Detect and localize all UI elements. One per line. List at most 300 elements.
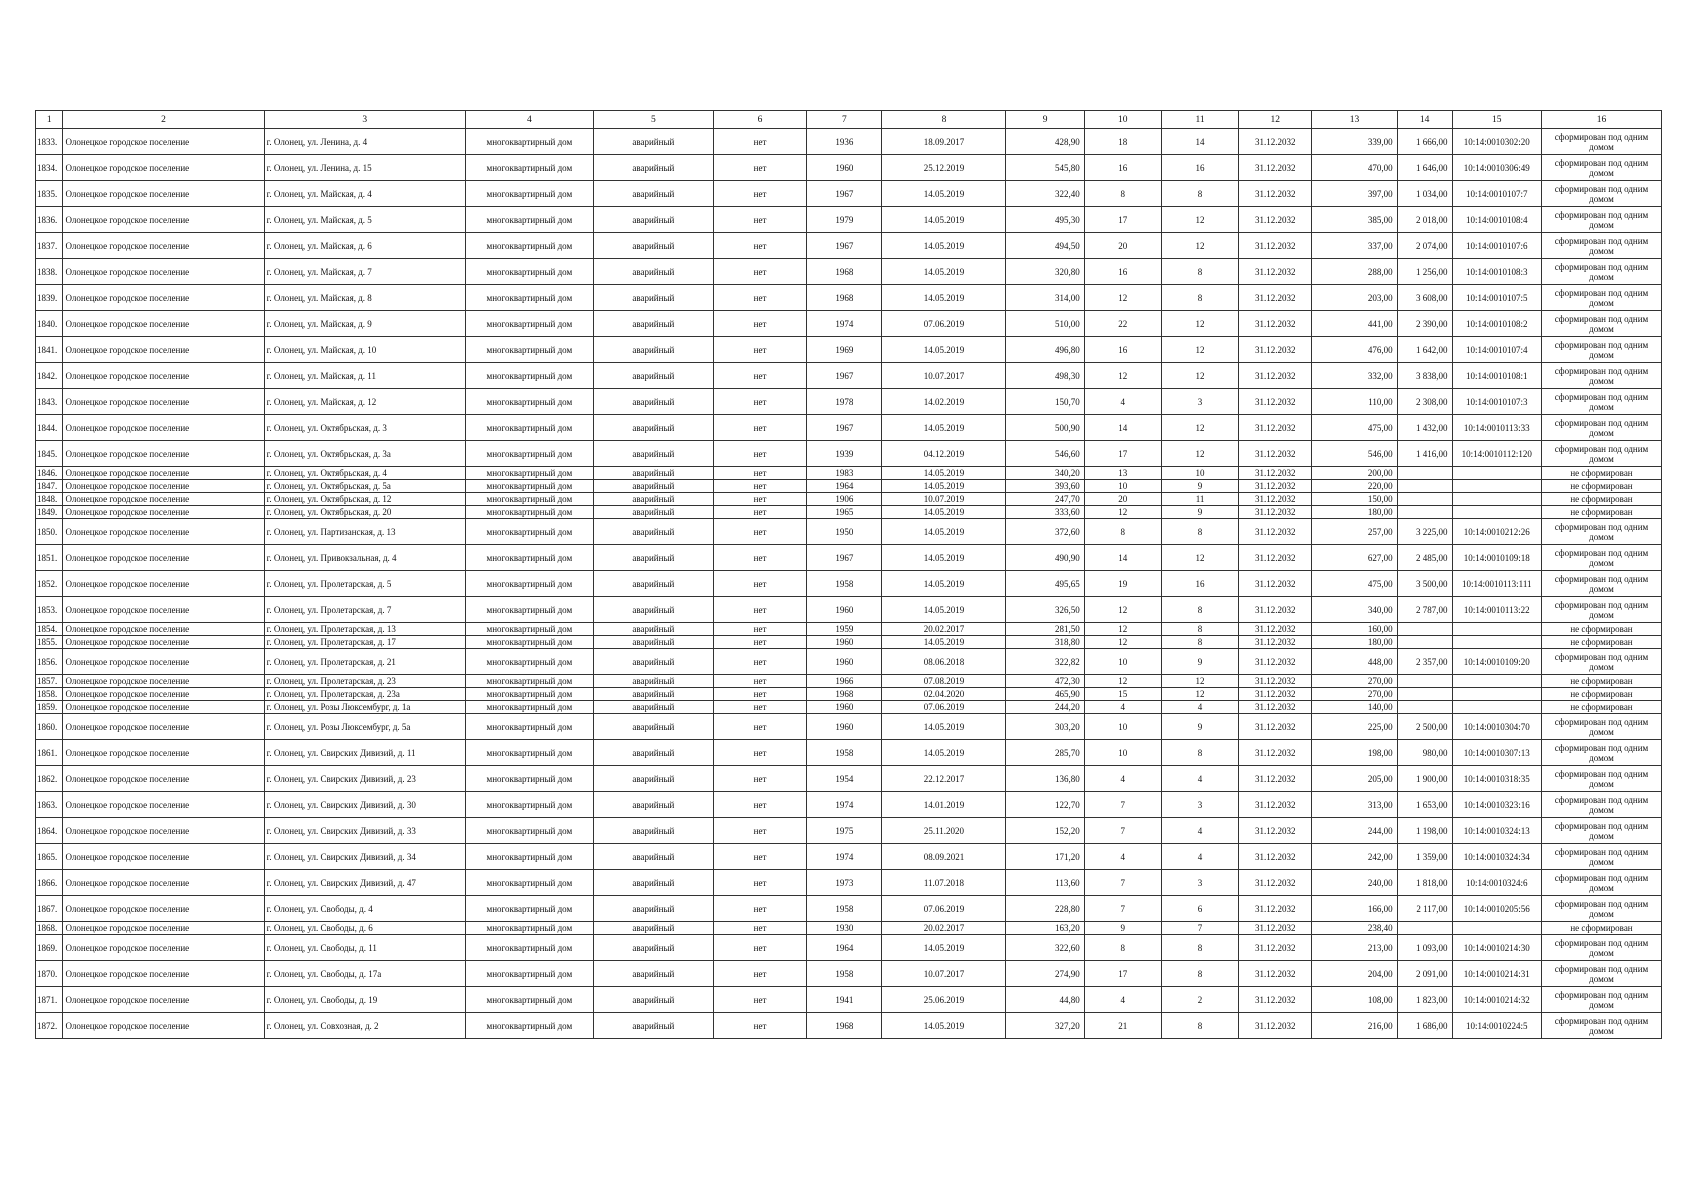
living-area-cell: 337,00 (1312, 233, 1397, 259)
row-number-cell: 1864. (36, 818, 63, 844)
total-area-cell: 340,20 (1006, 467, 1084, 480)
municipality-cell: Олонецкое городское поселение (63, 311, 264, 337)
apartments-cell: 12 (1161, 311, 1238, 337)
in-program-cell: нет (713, 961, 806, 987)
apartments-cell: 14 (1161, 129, 1238, 155)
building-type-cell: многоквартирный дом (465, 337, 593, 363)
in-program-cell: нет (713, 389, 806, 415)
cadastral-number-cell: 10:14:0010324:13 (1452, 818, 1541, 844)
year-built-cell: 1930 (807, 922, 882, 935)
address-cell: г. Олонец, ул. Майская, д. 8 (264, 285, 465, 311)
land-area-cell: 1 642,00 (1397, 337, 1452, 363)
land-area-cell: 2 357,00 (1397, 649, 1452, 675)
building-type-cell: многоквартирный дом (465, 922, 593, 935)
cadastral-number-cell: 10:14:0010214:31 (1452, 961, 1541, 987)
planned-date-cell: 31.12.2032 (1239, 233, 1312, 259)
condition-cell: аварийный (593, 766, 713, 792)
recognition-date-cell: 14.05.2019 (882, 740, 1006, 766)
in-program-cell: нет (713, 415, 806, 441)
municipality-cell: Олонецкое городское поселение (63, 896, 264, 922)
residents-cell: 16 (1084, 259, 1161, 285)
address-cell: г. Олонец, ул. Свободы, д. 17а (264, 961, 465, 987)
address-cell: г. Олонец, ул. Октябрьская, д. 12 (264, 493, 465, 506)
year-built-cell: 1960 (807, 597, 882, 623)
planned-date-cell: 31.12.2032 (1239, 870, 1312, 896)
land-status-cell: сформирован под одним домом (1541, 545, 1661, 571)
municipality-cell: Олонецкое городское поселение (63, 363, 264, 389)
land-area-cell: 1 198,00 (1397, 818, 1452, 844)
land-status-cell: сформирован под одним домом (1541, 389, 1661, 415)
table-row (36, 259, 1662, 285)
residents-cell: 14 (1084, 545, 1161, 571)
table-row (36, 740, 1662, 766)
apartments-cell: 8 (1161, 961, 1238, 987)
building-type-cell: многоквартирный дом (465, 519, 593, 545)
row-number-cell: 1858. (36, 688, 63, 701)
year-built-cell: 1958 (807, 740, 882, 766)
municipality-cell: Олонецкое городское поселение (63, 623, 264, 636)
condition-cell: аварийный (593, 519, 713, 545)
recognition-date-cell: 14.05.2019 (882, 285, 1006, 311)
land-area-cell: 1 818,00 (1397, 870, 1452, 896)
living-area-cell: 108,00 (1312, 987, 1397, 1013)
total-area-cell: 303,20 (1006, 714, 1084, 740)
living-area-cell: 546,00 (1312, 441, 1397, 467)
municipality-cell: Олонецкое городское поселение (63, 714, 264, 740)
land-status-cell: сформирован под одним домом (1541, 961, 1661, 987)
table-row (36, 311, 1662, 337)
housing-register-table (35, 110, 1662, 1039)
in-program-cell: нет (713, 844, 806, 870)
planned-date-cell: 31.12.2032 (1239, 493, 1312, 506)
municipality-cell: Олонецкое городское поселение (63, 922, 264, 935)
municipality-cell: Олонецкое городское поселение (63, 688, 264, 701)
planned-date-cell: 31.12.2032 (1239, 1013, 1312, 1039)
land-area-cell: 3 838,00 (1397, 363, 1452, 389)
in-program-cell: нет (713, 311, 806, 337)
land-area-cell: 1 646,00 (1397, 155, 1452, 181)
year-built-cell: 1968 (807, 259, 882, 285)
planned-date-cell: 31.12.2032 (1239, 129, 1312, 155)
total-area-cell: 152,20 (1006, 818, 1084, 844)
total-area-cell: 150,70 (1006, 389, 1084, 415)
municipality-cell: Олонецкое городское поселение (63, 415, 264, 441)
residents-cell: 18 (1084, 129, 1161, 155)
apartments-cell: 9 (1161, 480, 1238, 493)
land-status-cell: не сформирован (1541, 480, 1661, 493)
year-built-cell: 1967 (807, 415, 882, 441)
cadastral-number-cell: 10:14:0010107:4 (1452, 337, 1541, 363)
year-built-cell: 1968 (807, 688, 882, 701)
recognition-date-cell: 25.11.2020 (882, 818, 1006, 844)
recognition-date-cell: 04.12.2019 (882, 441, 1006, 467)
living-area-cell: 332,00 (1312, 363, 1397, 389)
recognition-date-cell: 07.06.2019 (882, 311, 1006, 337)
building-type-cell: многоквартирный дом (465, 415, 593, 441)
row-number-cell: 1843. (36, 389, 63, 415)
recognition-date-cell: 14.05.2019 (882, 207, 1006, 233)
cadastral-number-cell: 10:14:0010214:30 (1452, 935, 1541, 961)
municipality-cell: Олонецкое городское поселение (63, 701, 264, 714)
header-cell-8: 8 (882, 111, 1006, 129)
cadastral-number-cell: 10:14:0010113:33 (1452, 415, 1541, 441)
land-area-cell: 1 093,00 (1397, 935, 1452, 961)
cadastral-number-cell: 10:14:0010304:70 (1452, 714, 1541, 740)
year-built-cell: 1906 (807, 493, 882, 506)
in-program-cell: нет (713, 649, 806, 675)
municipality-cell: Олонецкое городское поселение (63, 233, 264, 259)
header-cell-13: 13 (1312, 111, 1397, 129)
condition-cell: аварийный (593, 740, 713, 766)
year-built-cell: 1950 (807, 519, 882, 545)
living-area-cell: 150,00 (1312, 493, 1397, 506)
address-cell: г. Олонец, ул. Пролетарская, д. 23а (264, 688, 465, 701)
land-status-cell: не сформирован (1541, 636, 1661, 649)
living-area-cell: 288,00 (1312, 259, 1397, 285)
building-type-cell: многоквартирный дом (465, 714, 593, 740)
header-cell-2: 2 (63, 111, 264, 129)
cadastral-number-cell (1452, 623, 1541, 636)
address-cell: г. Олонец, ул. Свирских Дивизий, д. 11 (264, 740, 465, 766)
planned-date-cell: 31.12.2032 (1239, 636, 1312, 649)
living-area-cell: 244,00 (1312, 818, 1397, 844)
recognition-date-cell: 20.02.2017 (882, 623, 1006, 636)
municipality-cell: Олонецкое городское поселение (63, 493, 264, 506)
total-area-cell: 247,70 (1006, 493, 1084, 506)
living-area-cell: 242,00 (1312, 844, 1397, 870)
land-area-cell (1397, 636, 1452, 649)
year-built-cell: 1964 (807, 935, 882, 961)
residents-cell: 4 (1084, 766, 1161, 792)
total-area-cell: 171,20 (1006, 844, 1084, 870)
year-built-cell: 1960 (807, 636, 882, 649)
building-type-cell: многоквартирный дом (465, 701, 593, 714)
address-cell: г. Олонец, ул. Свободы, д. 6 (264, 922, 465, 935)
living-area-cell: 475,00 (1312, 571, 1397, 597)
table-row (36, 961, 1662, 987)
planned-date-cell: 31.12.2032 (1239, 597, 1312, 623)
land-status-cell: не сформирован (1541, 493, 1661, 506)
living-area-cell: 220,00 (1312, 480, 1397, 493)
recognition-date-cell: 14.05.2019 (882, 636, 1006, 649)
living-area-cell: 180,00 (1312, 636, 1397, 649)
planned-date-cell: 31.12.2032 (1239, 337, 1312, 363)
header-cell-12: 12 (1239, 111, 1312, 129)
recognition-date-cell: 07.06.2019 (882, 896, 1006, 922)
header-cell-15: 15 (1452, 111, 1541, 129)
apartments-cell: 4 (1161, 701, 1238, 714)
building-type-cell: многоквартирный дом (465, 740, 593, 766)
condition-cell: аварийный (593, 155, 713, 181)
apartments-cell: 12 (1161, 675, 1238, 688)
land-status-cell: не сформирован (1541, 688, 1661, 701)
apartments-cell: 3 (1161, 870, 1238, 896)
year-built-cell: 1958 (807, 896, 882, 922)
residents-cell: 7 (1084, 896, 1161, 922)
table-row (36, 714, 1662, 740)
condition-cell: аварийный (593, 571, 713, 597)
header-cell-7: 7 (807, 111, 882, 129)
table-row (36, 623, 1662, 636)
cadastral-number-cell (1452, 701, 1541, 714)
total-area-cell: 326,50 (1006, 597, 1084, 623)
land-area-cell: 1 416,00 (1397, 441, 1452, 467)
apartments-cell: 3 (1161, 792, 1238, 818)
cadastral-number-cell: 10:14:0010113:22 (1452, 597, 1541, 623)
row-number-cell: 1866. (36, 870, 63, 896)
total-area-cell: 163,20 (1006, 922, 1084, 935)
cadastral-number-cell: 10:14:0010112:120 (1452, 441, 1541, 467)
building-type-cell: многоквартирный дом (465, 441, 593, 467)
planned-date-cell: 31.12.2032 (1239, 688, 1312, 701)
row-number-cell: 1867. (36, 896, 63, 922)
municipality-cell: Олонецкое городское поселение (63, 818, 264, 844)
table-row (36, 818, 1662, 844)
condition-cell: аварийный (593, 844, 713, 870)
planned-date-cell: 31.12.2032 (1239, 480, 1312, 493)
land-status-cell: сформирован под одним домом (1541, 896, 1661, 922)
address-cell: г. Олонец, ул. Майская, д. 10 (264, 337, 465, 363)
municipality-cell: Олонецкое городское поселение (63, 792, 264, 818)
building-type-cell: многоквартирный дом (465, 285, 593, 311)
land-area-cell: 1 359,00 (1397, 844, 1452, 870)
land-status-cell: сформирован под одним домом (1541, 337, 1661, 363)
condition-cell: аварийный (593, 688, 713, 701)
total-area-cell: 322,60 (1006, 935, 1084, 961)
living-area-cell: 385,00 (1312, 207, 1397, 233)
residents-cell: 21 (1084, 1013, 1161, 1039)
condition-cell: аварийный (593, 870, 713, 896)
table-row (36, 129, 1662, 155)
recognition-date-cell: 22.12.2017 (882, 766, 1006, 792)
living-area-cell: 216,00 (1312, 1013, 1397, 1039)
in-program-cell: нет (713, 935, 806, 961)
apartments-cell: 8 (1161, 597, 1238, 623)
residents-cell: 7 (1084, 792, 1161, 818)
municipality-cell: Олонецкое городское поселение (63, 649, 264, 675)
address-cell: г. Олонец, ул. Розы Люксембург, д. 5а (264, 714, 465, 740)
condition-cell: аварийный (593, 207, 713, 233)
land-status-cell: сформирован под одним домом (1541, 935, 1661, 961)
residents-cell: 22 (1084, 311, 1161, 337)
living-area-cell: 205,00 (1312, 766, 1397, 792)
cadastral-number-cell (1452, 506, 1541, 519)
land-area-cell: 2 091,00 (1397, 961, 1452, 987)
total-area-cell: 333,60 (1006, 506, 1084, 519)
land-area-cell: 1 034,00 (1397, 181, 1452, 207)
condition-cell: аварийный (593, 818, 713, 844)
planned-date-cell: 31.12.2032 (1239, 701, 1312, 714)
in-program-cell: нет (713, 259, 806, 285)
cadastral-number-cell (1452, 467, 1541, 480)
total-area-cell: 428,90 (1006, 129, 1084, 155)
year-built-cell: 1960 (807, 649, 882, 675)
residents-cell: 16 (1084, 155, 1161, 181)
recognition-date-cell: 14.05.2019 (882, 506, 1006, 519)
living-area-cell: 203,00 (1312, 285, 1397, 311)
land-status-cell: сформирован под одним домом (1541, 207, 1661, 233)
row-number-cell: 1860. (36, 714, 63, 740)
residents-cell: 8 (1084, 935, 1161, 961)
apartments-cell: 6 (1161, 896, 1238, 922)
address-cell: г. Олонец, ул. Ленина, д. 15 (264, 155, 465, 181)
building-type-cell: многоквартирный дом (465, 259, 593, 285)
land-status-cell: сформирован под одним домом (1541, 285, 1661, 311)
address-cell: г. Олонец, ул. Пролетарская, д. 21 (264, 649, 465, 675)
total-area-cell: 44,80 (1006, 987, 1084, 1013)
year-built-cell: 1978 (807, 389, 882, 415)
condition-cell: аварийный (593, 714, 713, 740)
land-status-cell: сформирован под одним домом (1541, 181, 1661, 207)
row-number-cell: 1872. (36, 1013, 63, 1039)
building-type-cell: многоквартирный дом (465, 766, 593, 792)
table-row (36, 233, 1662, 259)
address-cell: г. Олонец, ул. Майская, д. 4 (264, 181, 465, 207)
year-built-cell: 1966 (807, 675, 882, 688)
land-status-cell: сформирован под одним домом (1541, 155, 1661, 181)
cadastral-number-cell (1452, 493, 1541, 506)
row-number-cell: 1833. (36, 129, 63, 155)
condition-cell: аварийный (593, 935, 713, 961)
total-area-cell: 285,70 (1006, 740, 1084, 766)
recognition-date-cell: 10.07.2019 (882, 493, 1006, 506)
planned-date-cell: 31.12.2032 (1239, 961, 1312, 987)
address-cell: г. Олонец, ул. Ленина, д. 4 (264, 129, 465, 155)
address-cell: г. Олонец, ул. Совхозная, д. 2 (264, 1013, 465, 1039)
year-built-cell: 1968 (807, 1013, 882, 1039)
building-type-cell: многоквартирный дом (465, 493, 593, 506)
total-area-cell: 320,80 (1006, 259, 1084, 285)
planned-date-cell: 31.12.2032 (1239, 987, 1312, 1013)
address-cell: г. Олонец, ул. Майская, д. 5 (264, 207, 465, 233)
recognition-date-cell: 14.05.2019 (882, 597, 1006, 623)
cadastral-number-cell: 10:14:0010108:2 (1452, 311, 1541, 337)
living-area-cell: 476,00 (1312, 337, 1397, 363)
building-type-cell: многоквартирный дом (465, 363, 593, 389)
land-status-cell: не сформирован (1541, 467, 1661, 480)
cadastral-number-cell: 10:14:0010214:32 (1452, 987, 1541, 1013)
living-area-cell: 627,00 (1312, 545, 1397, 571)
in-program-cell: нет (713, 688, 806, 701)
land-area-cell: 2 018,00 (1397, 207, 1452, 233)
cadastral-number-cell: 10:14:0010306:49 (1452, 155, 1541, 181)
land-area-cell: 3 608,00 (1397, 285, 1452, 311)
year-built-cell: 1967 (807, 233, 882, 259)
building-type-cell: многоквартирный дом (465, 1013, 593, 1039)
recognition-date-cell: 11.07.2018 (882, 870, 1006, 896)
condition-cell: аварийный (593, 233, 713, 259)
land-area-cell: 2 074,00 (1397, 233, 1452, 259)
land-status-cell: сформирован под одним домом (1541, 259, 1661, 285)
planned-date-cell: 31.12.2032 (1239, 155, 1312, 181)
building-type-cell: многоквартирный дом (465, 207, 593, 233)
apartments-cell: 16 (1161, 571, 1238, 597)
apartments-cell: 4 (1161, 818, 1238, 844)
row-number-cell: 1859. (36, 701, 63, 714)
condition-cell: аварийный (593, 597, 713, 623)
address-cell: г. Олонец, ул. Майская, д. 9 (264, 311, 465, 337)
header-cell-6: 6 (713, 111, 806, 129)
total-area-cell: 494,50 (1006, 233, 1084, 259)
residents-cell: 7 (1084, 818, 1161, 844)
apartments-cell: 10 (1161, 467, 1238, 480)
total-area-cell: 495,30 (1006, 207, 1084, 233)
in-program-cell: нет (713, 233, 806, 259)
residents-cell: 15 (1084, 688, 1161, 701)
building-type-cell: многоквартирный дом (465, 649, 593, 675)
header-cell-1: 1 (36, 111, 63, 129)
address-cell: г. Олонец, ул. Свирских Дивизий, д. 23 (264, 766, 465, 792)
planned-date-cell: 31.12.2032 (1239, 441, 1312, 467)
planned-date-cell: 31.12.2032 (1239, 922, 1312, 935)
building-type-cell: многоквартирный дом (465, 961, 593, 987)
table-row (36, 636, 1662, 649)
building-type-cell: многоквартирный дом (465, 545, 593, 571)
planned-date-cell: 31.12.2032 (1239, 623, 1312, 636)
apartments-cell: 12 (1161, 441, 1238, 467)
table-row (36, 571, 1662, 597)
year-built-cell: 1974 (807, 844, 882, 870)
table-row (36, 1013, 1662, 1039)
condition-cell: аварийный (593, 285, 713, 311)
address-cell: г. Олонец, ул. Пролетарская, д. 17 (264, 636, 465, 649)
land-status-cell: сформирован под одним домом (1541, 818, 1661, 844)
row-number-cell: 1846. (36, 467, 63, 480)
planned-date-cell: 31.12.2032 (1239, 571, 1312, 597)
planned-date-cell: 31.12.2032 (1239, 935, 1312, 961)
condition-cell: аварийный (593, 623, 713, 636)
total-area-cell: 281,50 (1006, 623, 1084, 636)
municipality-cell: Олонецкое городское поселение (63, 870, 264, 896)
in-program-cell: нет (713, 181, 806, 207)
header-cell-11: 11 (1161, 111, 1238, 129)
land-status-cell: сформирован под одним домом (1541, 519, 1661, 545)
row-number-cell: 1849. (36, 506, 63, 519)
residents-cell: 12 (1084, 506, 1161, 519)
residents-cell: 14 (1084, 415, 1161, 441)
cadastral-number-cell: 10:14:0010224:5 (1452, 1013, 1541, 1039)
land-area-cell: 2 485,00 (1397, 545, 1452, 571)
condition-cell: аварийный (593, 922, 713, 935)
row-number-cell: 1863. (36, 792, 63, 818)
land-area-cell: 2 500,00 (1397, 714, 1452, 740)
residents-cell: 19 (1084, 571, 1161, 597)
year-built-cell: 1973 (807, 870, 882, 896)
table-row (36, 649, 1662, 675)
building-type-cell: многоквартирный дом (465, 233, 593, 259)
living-area-cell: 441,00 (1312, 311, 1397, 337)
living-area-cell: 340,00 (1312, 597, 1397, 623)
living-area-cell: 200,00 (1312, 467, 1397, 480)
residents-cell: 9 (1084, 922, 1161, 935)
row-number-cell: 1838. (36, 259, 63, 285)
apartments-cell: 12 (1161, 688, 1238, 701)
recognition-date-cell: 07.06.2019 (882, 701, 1006, 714)
land-area-cell: 1 432,00 (1397, 415, 1452, 441)
row-number-cell: 1845. (36, 441, 63, 467)
planned-date-cell: 31.12.2032 (1239, 792, 1312, 818)
apartments-cell: 11 (1161, 493, 1238, 506)
residents-cell: 10 (1084, 649, 1161, 675)
living-area-cell: 204,00 (1312, 961, 1397, 987)
building-type-cell: многоквартирный дом (465, 636, 593, 649)
building-type-cell: многоквартирный дом (465, 870, 593, 896)
residents-cell: 12 (1084, 623, 1161, 636)
year-built-cell: 1954 (807, 766, 882, 792)
table-row (36, 415, 1662, 441)
in-program-cell: нет (713, 896, 806, 922)
year-built-cell: 1967 (807, 181, 882, 207)
